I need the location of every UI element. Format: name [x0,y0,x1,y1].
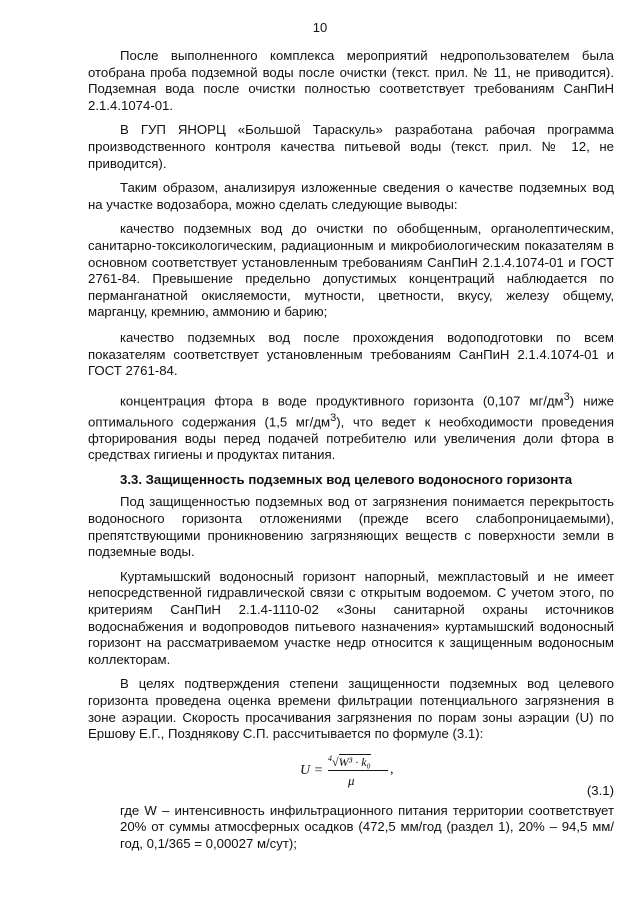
document-body [88,48,614,861]
paragraph-control-program: В ГУП ЯНОРЦ «Большой Тараскуль» разработана рабочая программа производственного контроля качества питьевой воды (текст. прил. № 12, не приводится). [88,122,614,171]
radical-sign-icon: √ [332,754,339,769]
formula-numerator [328,751,371,771]
superscript-3: 3 [563,390,570,403]
paragraph-fluorine [88,389,614,464]
root-index: 4 [328,753,332,763]
fluorine-text-c: ), что ведет к необходимости проведения фторирования воды перед подачей потребителю или увеличения доли фтора в средствах гигиены и продуктах питания. [88,414,615,463]
paragraph-protection-definition: Под защищенностью подземных вод от загрязнения понимается перекрытость водоносного горизонта отложениями (прежде всего слабопроницаемыми), препятствующими проникновению загрязняющих веществ с поверхности земли в подземные воды. [88,494,614,560]
formula-lhs: U = [300,762,324,778]
paragraph-conclusions-intro: Таким образом, анализируя изложенные сведения о качестве подземных вод на участке водозабора, можно сделать следующие выводы: [88,180,614,212]
fluorine-text-b: ) ниже оптимального содержания (1,5 мг/дм [88,393,614,430]
section-heading: 3.3. Защищенность подземных вод целевого водоносного горизонта [120,471,573,487]
paragraph-filtration: В целях подтверждения степени защищенности подземных вод целевого горизонта проведена оценка времени фильтрации потенциального загрязнения в зоне аэрации. Скорость просачивания загрязнения по порам зоны аэрации (U) по Ершову Е.Г., Позднякову С.П. рассчитывается по формуле (3.1): [88,676,614,742]
paragraph-sample-result: После выполненного комплекса мероприятий недропользователем была отобрана проба подземной воды после очистки (текст. прил. № 11, не приводится). Подземная вода после очистки полностью соответствует требованиям СанПиН 2.1.4.1074-01. [88,48,614,113]
fraction-bar [328,770,388,771]
page-number: 10 [312,20,328,35]
paragraph-quality-after: качество подземных вод после прохождения водоподготовки по всем показателям соответствует установленным требованиям СанПиН 2.1.4.1074-01 и ГОСТ 2761-84. [88,329,614,379]
paragraph-kurtamysh: Куртамышский водоносный горизонт напорный, межпластовый и не имеет непосредственной гидравлической связи с открытым водоемом. С учетом этого, по критериям СанПиН 2.1.4-1110-02 «Зоны санитарной охраны источников водоснабжения и водопроводов питьевого назначения» куртамышский водоносный горизонт на рассматриваемом участке недр относится к защищенным водоносным коллекторам. [88,568,614,667]
formula-3-1 [88,751,614,801]
radicand: W³ · k₀ [338,754,371,769]
formula-number: (3.1) [586,782,614,798]
paragraph-quality-before: качество подземных вод до очистки по обобщенным, органолептическим, санитарно-токсикологическим, радиационным и микробиологическим показателям в основном соответствует установленным требованиям СанПиН 2.1.4.1074-01 и ГОСТ 2761-84. Превышение предельно допустимых концентраций наблюдается по перманганатной окисляемости, мутности, цветности, вкусу, железу общему, марганцу, кремнию, аммонию и барию; [88,221,614,320]
formula-comma: , [390,761,394,777]
fluorine-text-a: концентрация фтора в воде продуктивного горизонта (0,107 мг/дм [120,393,564,409]
paragraph-where-w: где W – интенсивность инфильтрационного питания территории соответствует 20% от суммы атмосферных осадков (472,5 мм/год (раздел 1), 20% – 94,5 мм/год, 0,1/365 = 0,00027 м/сут); [120,802,614,851]
formula-denominator: μ [348,772,355,788]
superscript-3: 3 [330,411,337,424]
